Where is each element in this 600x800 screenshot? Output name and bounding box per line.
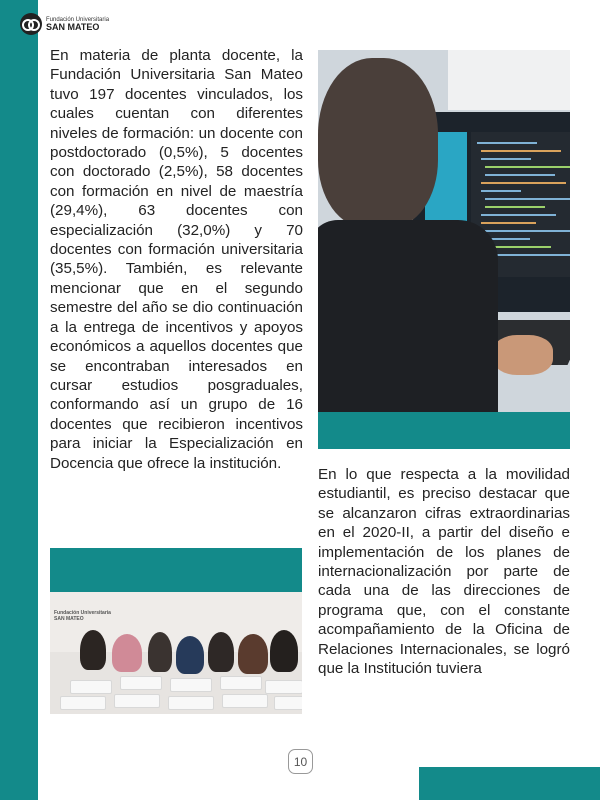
left-accent-bar [0, 0, 38, 800]
logo-line2: SAN MATEO [46, 21, 100, 32]
logo-icon [20, 13, 42, 35]
logo-line1: Fundación Universitaria [46, 16, 110, 23]
photo-student-computer [318, 50, 570, 412]
photo-classroom [50, 592, 302, 714]
bottom-accent-bar [419, 767, 600, 800]
page-number: 10 [288, 749, 313, 774]
institution-logo [20, 13, 109, 35]
mobility-paragraph: En lo que respecta a la movilidad estudiantil, es preciso destacar que se alcanzaron cifras extraordinarias en el 2020-II, a partir del diseño e implementación de los planes de internacionalización por parte de cada una de las direcciones de programa que, con el constante acompañamiento de la Oficina de Relaciones Internacionales, se logró que la Institución tuviera [318, 466, 570, 678]
photo2-header-bar [50, 548, 302, 592]
photo1-caption-bar [318, 412, 570, 449]
classroom-wall-logo: Fundación Universitaria SAN MATEO [54, 610, 111, 622]
faculty-paragraph: En materia de planta docente, la Fundación Universitaria San Mateo tuvo 197 docentes vinculados, los cuales cuentan con diferentes niveles de formación: un docente con postdoctorado (0,5%), 5 docentes con doctorado (2,5%), 58 docentes con formación en nivel de maestría (29,4%), 63 docentes con especialización (32,0%) y 70 docentes con formación universitaria (35,5%). También, es relevante mencionar que en el segundo semestre del año se dio continuación a la entrega de incentivos y apoyos económicos a aquellos docentes que se encontraban interesados en cursar estudios posgraduales, conformando así un grupo de 16 docentes que recibieron incentivos para iniciar la Especialización en Docencia que ofrece la institución. [50, 47, 303, 472]
